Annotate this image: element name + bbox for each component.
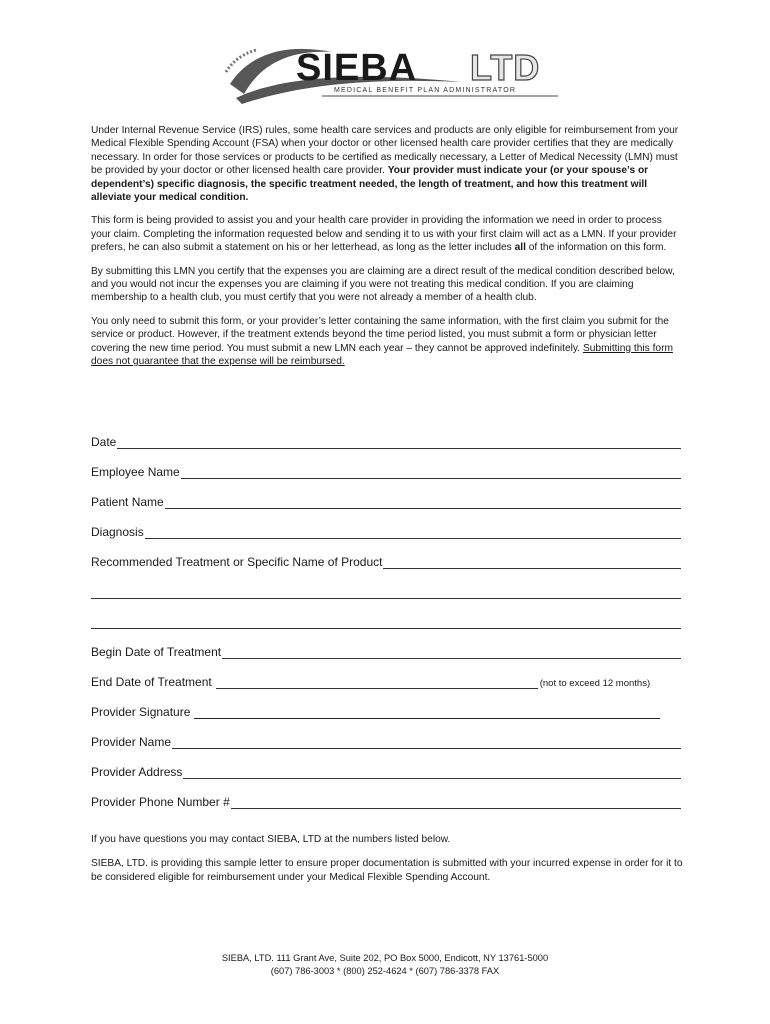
diagnosis-line[interactable] [145,525,681,539]
begin-date-line[interactable] [222,645,681,659]
end-date-line[interactable] [216,675,538,689]
svg-text:SIEBA: SIEBA [296,47,418,89]
provider-name-line[interactable] [172,735,681,749]
employee-name-line[interactable] [181,465,681,479]
diagnosis-label: Diagnosis [91,525,144,539]
provider-phone-field[interactable] [91,795,681,825]
lmn-form-fields [91,435,681,825]
provider-name-field[interactable] [91,735,681,765]
date-field[interactable] [91,435,681,465]
instructions [91,124,683,379]
paragraph-form-purpose: This form is being provided to assist you and your health care provider in providing the information we need in order to process your claim. Completing the information requested below and sending it to us with your first claim will act as a LMN. If your provider prefers, he can also submit a statement on his or her letterhead, as long as the letter includes all of the information on this form. [91,215,677,254]
blank-line[interactable] [91,585,681,599]
footer-address: SIEBA, LTD. 111 Grant Ave, Suite 202, PO Box 5000, Endicott, NY 13761-5000 [221,953,549,963]
treatment-label: Recommended Treatment or Specific Name of Product [91,555,383,569]
treatment-continuation-line-2[interactable] [91,615,681,645]
patient-name-field[interactable] [91,495,681,525]
footer [0,952,770,977]
begin-date-field[interactable] [91,645,681,675]
provider-address-label: Provider Address [91,765,183,779]
footer-phones: (607) 786-3003 * (800) 252-4624 * (607) 786-3378 FAX [270,965,500,976]
treatment-field[interactable] [91,555,681,585]
provider-phone-line[interactable] [231,795,681,809]
svg-text:LTD: LTD [470,47,541,88]
end-date-field[interactable] [91,675,681,705]
end-date-note: (not to exceed 12 months) [539,678,651,689]
paragraph-irs-rules: Under Internal Revenue Service (IRS) rules, some health care services and products are only eligible for reimbursement from your Medical Flexible Spending Account (FSA) when your doctor or other licensed health care provider certifies that they are medically necessary. In order for those services or products to be certified as medically necessary, a Letter of Medical Necessity (LMN) must be provided by your doctor or other licensed health care provider. Your provider must indicate your (or your spouse’s or dependent’s) specific diagnosis, the specific treatment needed, the length of treatment, and how this treatment will alleviate your medical condition. [91,125,679,204]
provider-address-line[interactable] [183,765,681,779]
end-date-label: End Date of Treatment [91,675,212,689]
provider-signature-line[interactable] [194,705,660,719]
closing-notes [91,833,691,895]
diagnosis-field[interactable] [91,525,681,555]
date-label: Date [91,435,117,449]
blank-line[interactable] [91,615,681,629]
svg-text:MEDICAL BENEFIT PLAN ADMINISTR: MEDICAL BENEFIT PLAN ADMINISTRATOR [334,87,517,94]
date-line[interactable] [117,435,681,449]
sieba-logo [222,42,567,112]
employee-name-label: Employee Name [91,465,180,479]
contact-note: If you have questions you may contact SIEBA, LTD at the numbers listed below. [91,834,451,845]
disclaimer: SIEBA, LTD. is providing this sample letter to ensure proper documentation is submitted with your incurred expense in order for it to be considered eligible for reimbursement under your Medical Flexible Spending Account. [91,858,683,883]
treatment-line[interactable] [383,555,681,569]
treatment-continuation-line-1[interactable] [91,585,681,615]
provider-signature-label: Provider Signature [91,705,191,719]
patient-name-line[interactable] [165,495,681,509]
paragraph-certification: By submitting this LMN you certify that the expenses you are claiming are a direct result of the medical condition described below, and you would not incur the expenses you are claiming if you were not treating this medical condition. If you are claiming membership to a health club, you must certify that you were not already a member of a health club. [91,265,675,304]
provider-address-field[interactable] [91,765,681,795]
provider-name-label: Provider Name [91,735,172,749]
paragraph-submission: You only need to submit this form, or your provider’s letter containing the same information, with the first claim you submit for the service or product. However, if the treatment extends beyond the time period listed, you must submit a form or physician letter covering the new time period. You must submit a new LMN each year – they cannot be approved indefinitely. Submitting this form does not guarantee that the expense will be reimbursed. [91,315,673,368]
begin-date-label: Begin Date of Treatment [91,645,222,659]
provider-phone-label: Provider Phone Number # [91,795,230,809]
employee-name-field[interactable] [91,465,681,495]
patient-name-label: Patient Name [91,495,164,509]
provider-signature-field[interactable] [91,705,681,735]
